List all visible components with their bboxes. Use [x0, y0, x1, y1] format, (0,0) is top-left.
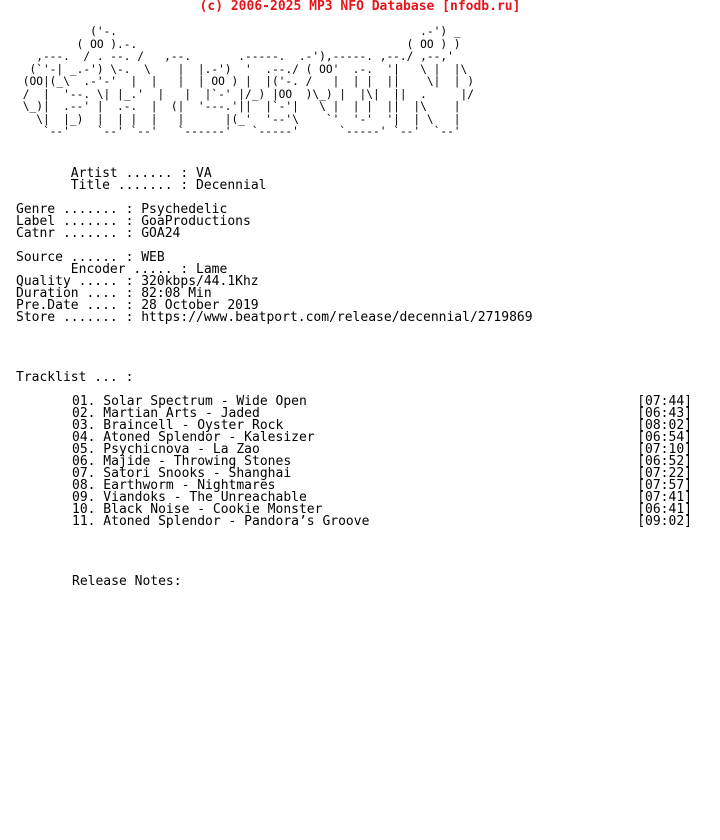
- predate-value: 28 October 2019: [141, 298, 259, 313]
- blank-line: [16, 336, 533, 348]
- track-title: 04. Atoned Splendor - Kalesizer: [72, 430, 315, 445]
- catnr-line: [16, 228, 533, 240]
- nfo-document: [16, 168, 533, 384]
- quality-label: Quality ..... :: [16, 274, 134, 289]
- track-duration: [06:41]: [637, 502, 692, 517]
- genre-value: Psychedelic: [141, 202, 228, 217]
- encoder-label: Encoder ..... :: [70, 262, 189, 277]
- duration-value: 82:08 Min: [141, 286, 212, 301]
- track-title: 10. Black Noise - Cookie Monster: [72, 502, 323, 517]
- track-title: 08. Earthworm - Nightmares: [72, 478, 276, 493]
- header-copyright: (c) 2006-2025 MP3 NFO Database [nfodb.ru]: [199, 0, 521, 14]
- track-duration: [07:41]: [637, 490, 692, 505]
- track-row: [72, 516, 692, 528]
- blank-line: [16, 324, 533, 336]
- track-duration: [07:22]: [637, 466, 692, 481]
- duration-label: Duration .... :: [16, 286, 134, 301]
- track-duration: [06:54]: [637, 430, 692, 445]
- catnr-label: Catnr ....... :: [16, 226, 134, 241]
- track-title: 02. Martian Arts - Jaded: [72, 406, 260, 421]
- release-notes-heading: Release Notes:: [72, 574, 182, 589]
- title-value: Decennial: [196, 178, 267, 193]
- label-label: Label ....... :: [16, 214, 134, 229]
- predate-label: Pre.Date .... :: [16, 298, 134, 313]
- track-title: 03. Braincell - Oyster Rock: [72, 418, 284, 433]
- encoder-value: Lame: [196, 262, 228, 277]
- track-duration: [07:57]: [637, 478, 692, 493]
- title-line: [16, 180, 533, 192]
- track-title: 09. Viandoks - The Unreachable: [72, 490, 307, 505]
- blank-line: [16, 348, 533, 360]
- catnr-value: GOA24: [141, 226, 181, 241]
- tracklist-heading: Tracklist ... :: [16, 370, 134, 385]
- store-label: Store ....... :: [16, 310, 134, 325]
- artist-label: Artist ...... :: [70, 166, 189, 181]
- track-duration: [07:10]: [637, 442, 692, 457]
- track-title: 01. Solar Spectrum - Wide Open: [72, 394, 307, 409]
- title-label: Title ....... :: [70, 178, 189, 193]
- track-duration: [07:44]: [637, 394, 692, 409]
- genre-label: Genre ....... :: [16, 202, 134, 217]
- ascii-art-logo: ('-. .-') _ ( OO ).-. ( OO ) ) ,---. / . --. / ,--. .-----. .-'),-----. ,--./ ,--,' (`'-| _.-') \-. \ | |.-') ' .--./ ( OO' .-. '| \ | |\ (OO|(_\ .-'-' | | | | OO ) | |('-. / | | | || \| | ) / | '--. \| |_.' | | |`-' |/_) |OO )\_) | |\| || . |/ \_)| .--' | .-. | (| '---.'|| |`-'| \ | | | || |\ | \| |_) | | | | | |(_' '--'\ `' '-' '| | \ | `--' `--' `--' `------' `-----' `-----' `--' `--': [22, 25, 475, 138]
- track-title: 05. Psychicnova - La Zao: [72, 442, 260, 457]
- track-title: 06. Majide - Throwing Stones: [72, 454, 292, 469]
- source-label: Source ...... :: [16, 250, 134, 265]
- source-value: WEB: [141, 250, 165, 265]
- tracklist: [72, 396, 692, 528]
- track-duration: [08:02]: [637, 418, 692, 433]
- track-duration: [09:02]: [637, 514, 692, 529]
- quality-value: 320kbps/44.1Khz: [141, 274, 259, 289]
- track-title: 07. Satori Snooks - Shanghai: [72, 466, 292, 481]
- track-duration: [06:43]: [637, 406, 692, 421]
- store-url[interactable]: https://www.beatport.com/release/decennial/2719869: [141, 310, 533, 325]
- label-value: GoaProductions: [141, 214, 251, 229]
- artist-value: VA: [196, 166, 212, 181]
- track-title: 11. Atoned Splendor - Pandora’s Groove: [72, 514, 370, 529]
- store-line: [16, 312, 533, 324]
- track-duration: [06:52]: [637, 454, 692, 469]
